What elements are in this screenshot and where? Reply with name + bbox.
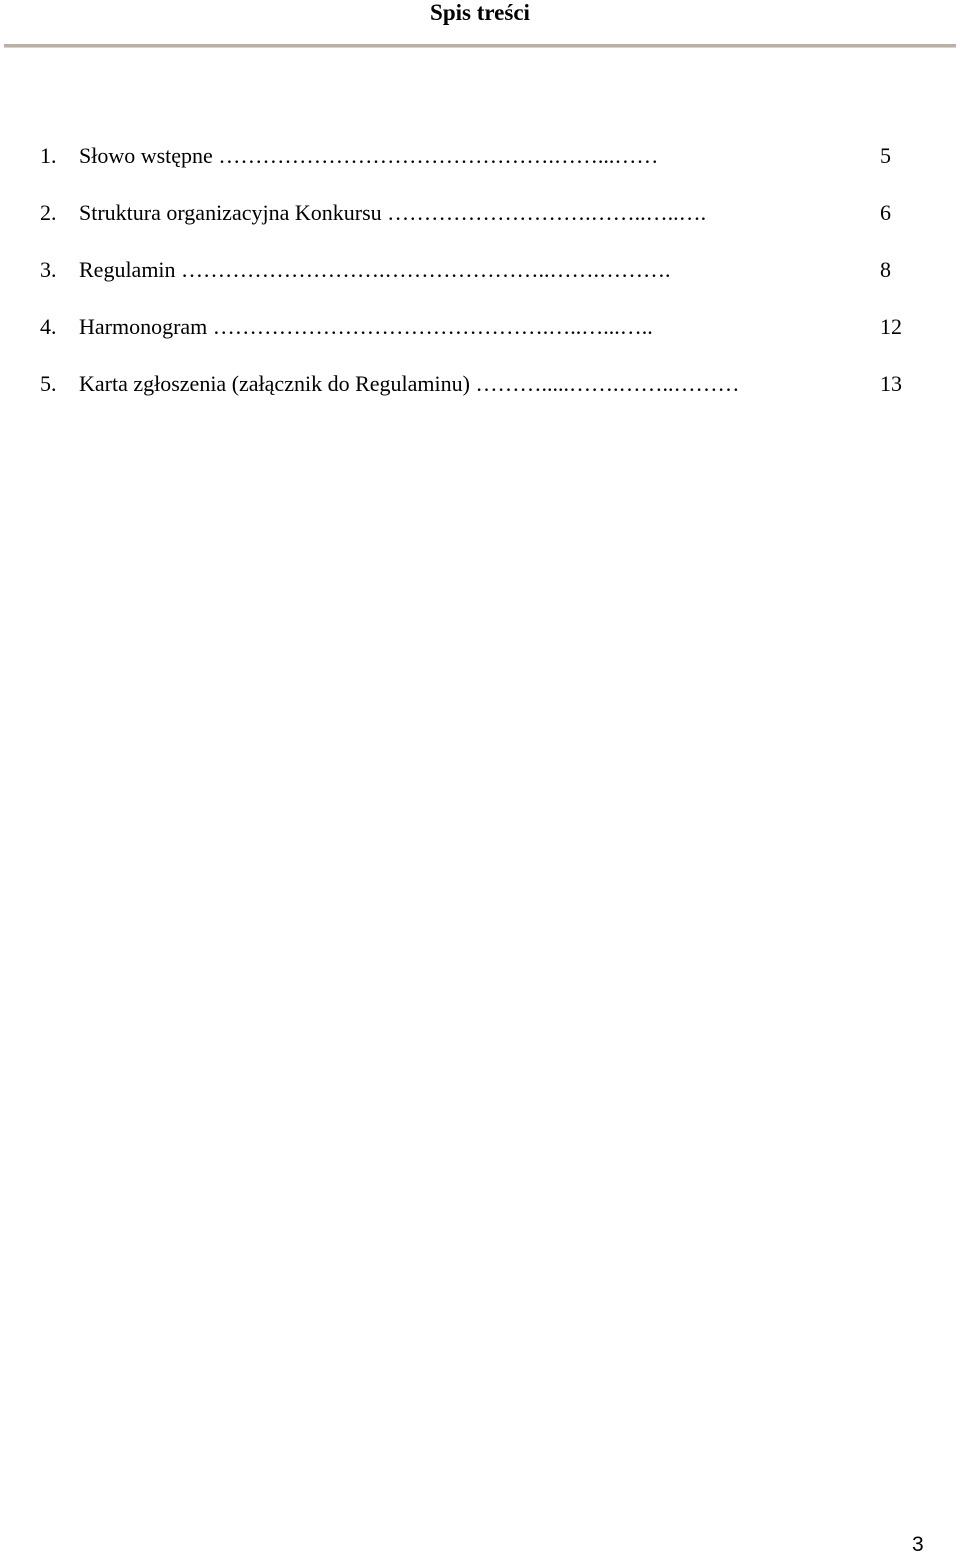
toc-entry-title: Regulamin bbox=[79, 257, 176, 282]
toc-entry-page: 5 bbox=[880, 143, 891, 168]
toc-entry[interactable] bbox=[0, 142, 960, 170]
toc-entry-page: 12 bbox=[880, 314, 902, 339]
toc-entry[interactable] bbox=[0, 313, 960, 341]
toc-entry-title: Karta zgłoszenia (załącznik do Regulaminu) bbox=[79, 371, 470, 396]
page-title: Spis treści bbox=[430, 0, 530, 25]
toc-entry-page: 8 bbox=[880, 257, 891, 282]
toc-entry-number: 2. bbox=[40, 200, 57, 225]
toc-entry-leader: ……………………………………….……...…… bbox=[218, 143, 659, 168]
toc-entry-title: Słowo wstępne bbox=[79, 143, 213, 168]
toc-entry[interactable] bbox=[0, 199, 960, 227]
toc-entry-page: 13 bbox=[880, 371, 902, 396]
toc-entry-title: Struktura organizacyjna Konkursu bbox=[79, 200, 382, 225]
title-divider bbox=[4, 44, 956, 48]
toc-entry[interactable] bbox=[0, 370, 960, 398]
toc-entry-page: 6 bbox=[880, 200, 891, 225]
toc-entry-number: 1. bbox=[40, 143, 57, 168]
toc-entry-number: 4. bbox=[40, 314, 57, 339]
toc-entry-leader: ……………………………………….…..…...….. bbox=[212, 314, 653, 339]
toc-entry-leader: ……………………….…………………..…….………. bbox=[181, 257, 671, 282]
toc-entry-leader: ……………………….……..…..…. bbox=[387, 200, 707, 225]
toc-entry-leader: ……….....…….……..……… bbox=[475, 371, 740, 396]
page-number: 3 bbox=[912, 1533, 924, 1556]
toc-entry-number: 3. bbox=[40, 257, 57, 282]
toc-entry-number: 5. bbox=[40, 371, 57, 396]
toc-entry-title: Harmonogram bbox=[79, 314, 208, 339]
toc-entry[interactable] bbox=[0, 256, 960, 284]
